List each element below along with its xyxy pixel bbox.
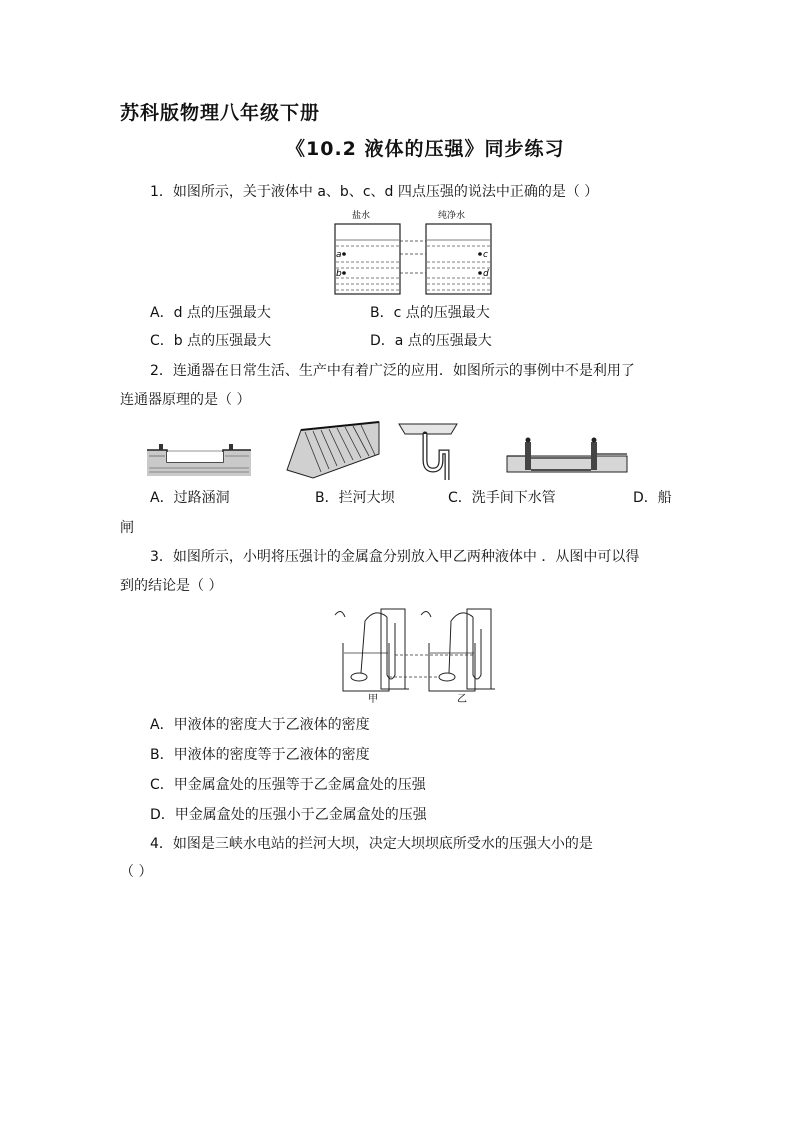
q1-salt-water-beaker xyxy=(335,224,400,294)
q3-stem-line1: 3．如图所示，小明将压强计的金属盒分别放入甲乙两种液体中 ．从图中可以得 xyxy=(150,549,640,565)
q2-stem-line1: 2．连通器在日常生活、生产中有着广泛的应用．如图所示的事例中不是利用了 xyxy=(150,363,635,379)
q4-stem-line2: （ ） xyxy=(120,864,153,880)
q2-ship-lock-image xyxy=(505,436,630,476)
q1-option-d[interactable]: D．a 点的压强最大 xyxy=(370,333,492,349)
q4-stem-line1: 4．如图是三峡水电站的拦河大坝，决定大坝坝底所受水的压强大小的是 xyxy=(150,836,593,852)
q1-fig-label-left: 盐水 xyxy=(352,211,371,221)
q1-point-b: b xyxy=(336,269,342,279)
page-title: 《10.2 液体的压强》同步练习 xyxy=(286,138,565,160)
q2-option-b[interactable]: B．拦河大坝 xyxy=(315,490,395,506)
q1-figure xyxy=(330,208,500,296)
q2-stem-line2: 连通器原理的是（ ） xyxy=(120,392,251,408)
q3-fig-label-yi: 乙 xyxy=(457,694,467,703)
q2-option-c[interactable]: C．洗手间下水管 xyxy=(448,490,556,506)
q2-drain-pipe-image xyxy=(395,420,465,480)
q3-option-c[interactable]: C．甲金属盒处的压强等于乙金属盒处的压强 xyxy=(150,777,426,793)
q3-option-d[interactable]: D．甲金属盒处的压强小于乙金属盒处的压强 xyxy=(150,807,427,823)
q1-stem: 1．如图所示，关于液体中 a、b、c、d 四点压强的说法中正确的是（ ） xyxy=(150,184,599,200)
q3-option-a[interactable]: A．甲液体的密度大于乙液体的密度 xyxy=(150,717,370,733)
q1-fig-label-right: 纯净水 xyxy=(438,211,466,221)
q1-point-a: a xyxy=(336,250,342,260)
q2-dam-image xyxy=(283,420,383,480)
q3-stem-line2: 到的结论是（ ） xyxy=(120,578,223,594)
q3-figure xyxy=(325,603,500,703)
q3-option-b[interactable]: B．甲液体的密度等于乙液体的密度 xyxy=(150,747,370,763)
page-header: 苏科版物理八年级下册 xyxy=(120,102,321,124)
q1-pure-water-beaker xyxy=(426,224,491,294)
q1-point-c: c xyxy=(483,250,488,260)
q1-option-a[interactable]: A．d 点的压强最大 xyxy=(150,305,271,321)
q1-option-c[interactable]: C．b 点的压强最大 xyxy=(150,333,272,349)
q2-option-d[interactable]: D．船 xyxy=(633,490,672,506)
q2-option-d-wrap: 闸 xyxy=(120,520,134,536)
q1-option-b[interactable]: B．c 点的压强最大 xyxy=(370,305,490,321)
q3-fig-label-jia: 甲 xyxy=(368,694,378,703)
q2-culvert-image xyxy=(145,440,255,478)
q1-point-d: d xyxy=(483,269,489,279)
q2-option-a[interactable]: A．过路涵洞 xyxy=(150,490,230,506)
